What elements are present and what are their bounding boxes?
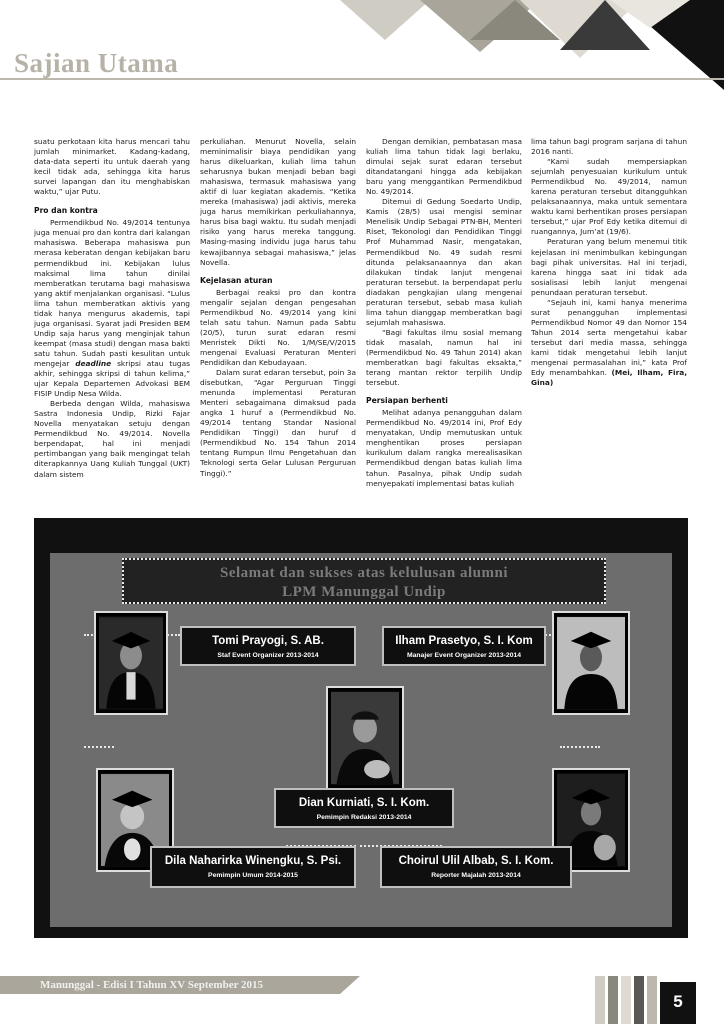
person-role: Reporter Majalah 2013-2014: [431, 872, 521, 879]
paragraph: Dalam surat edaran tersebut, poin 3a disebutkan, “Agar Perguruan Tinggi menunda implementasi Peraturan Menteri sebagaimana dimaksud pada angka 1 huruf a (Permendikbud No. 49/2014 tentang Standar Nasional Pendidikan Tinggi) dan huruf d (Permendikbud No. 154 Tahun 2014 tentang Rumpun Ilmu Pengetahuan dan Teknologi serta Gelar Lulusan Perguruan Tinggi).”: [200, 368, 356, 478]
page-number: 5: [673, 992, 683, 1011]
photo-ilham-prasetyo: [554, 613, 628, 713]
article-column-2: [200, 137, 356, 479]
banner-line-1: Selamat dan sukses atas kelulusan alumni: [220, 565, 508, 581]
person-role: Manajer Event Organizer 2013-2014: [406, 652, 522, 659]
name-card-ilham-prasetyo: [382, 626, 546, 666]
paragraph: [531, 298, 687, 388]
photo-tomi-prayogi: [96, 613, 166, 713]
section-title: Sajian Utama: [14, 48, 179, 78]
paragraph: Ditemui di Gedung Soedarto Undip, Kamis (28/5) usai mengisi seminar Menelisik Undip Sebagai PTN-BH, Menteri Riset, Tekonologi dan Pendidikan Tinggi Prof Muhammad Nasir, mengatakan, Permendikbud No. 49 sudah resmi ditunda pelaksanaannya dan akan dilakukan tindak lanjut mengenai peraturan tersebut. Ia berpendapat perlu diadakan pengkajian ulang mengenai peraturan tersebut, sebab masa kuliah lima tahun dianggap memberatkan bagi sejumlah mahasiswa.: [366, 197, 522, 327]
paragraph: Peraturan yang belum menemui titik kejelasan ini menimbulkan kebingungan bagi pihak universitas. Hal ini terjadi, karena hingga saat ini tidak ada sosialisasi lebih lanjut mengenai penundaan peraturan tersebut.: [531, 237, 687, 297]
connector-line: [84, 746, 114, 748]
text-emphasis: deadline: [75, 358, 112, 368]
photo-dian-kurniati: [328, 688, 402, 788]
graduate-portrait-icon: [557, 616, 625, 710]
name-card-dila-naharirka: [150, 846, 356, 888]
graduate-portrait-icon: [99, 616, 163, 710]
paragraph: Berbeda dengan Wilda, mahasiswa Sastra Indonesia Undip, Rizki Fajar Novella menyatakan setuju dengan Permendikbud No. 49/2014. Novella berpendapat, hal ini menjadi pertimbangan yang baik mengingat telah diterapkannya Uang Kuliah Tunggal (UKT) dalam sistem: [34, 399, 190, 479]
title-rule: [0, 78, 724, 80]
text: skripsi atau tugas akhir, sehingga skripsi di tahun kelima,” ujar Kepala Departemen Advokasi BEM FISIP Undip Nesa Wilda.: [34, 358, 190, 399]
graduate-portrait-icon: [331, 691, 399, 785]
person-name: Dila Naharirka Winengku, S. Psi.: [164, 855, 342, 867]
paragraph: suatu perkotaan kita harus mencari tahu jumlah minimarket. Kadang-kadang, data-data seperti itu untuk daerah yang kecil tidak ada, sehingga kita harus survei lapangan dan itu menghabiskan waktu,” ujar Putu.: [34, 137, 190, 197]
paragraph: Dengan demikian, pembatasan masa kuliah lima tahun tidak lagi berlaku, dimulai sejak surat edaran tersebut ditandatangani hingga ada kebijakan baru yang menggantikan Permendikbud No. 49/2014.: [366, 137, 522, 197]
person-name: Dian Kurniati, S. I. Kom.: [298, 797, 430, 809]
paragraph: [34, 218, 190, 399]
name-card-dian-kurniati: [274, 788, 454, 828]
person-role: Pemimpin Redaksi 2013-2014: [316, 814, 412, 821]
person-name: Choirul Ulil Albab, S. I. Kom.: [398, 855, 554, 867]
name-card-tomi-prayogi: [180, 626, 356, 666]
subheading-pro-kontra: Pro dan kontra: [34, 206, 98, 216]
person-role: Staf Event Organizer 2013-2014: [217, 652, 319, 659]
name-card-choirul-ulil-albab: [380, 846, 572, 888]
article-column-3: [366, 137, 522, 489]
banner-line-2: LPM Manunggal Undip: [282, 584, 446, 600]
footer-issue-text: Manunggal - Edisi I Tahun XV September 2015: [40, 979, 264, 991]
paragraph: lima tahun bagi program sarjana di tahun 2016 nanti.: [531, 137, 687, 157]
subheading-kejelasan-aturan: Kejelasan aturan: [200, 275, 273, 285]
person-role: Pemimpin Umum 2014-2015: [208, 872, 298, 879]
paragraph: Melihat adanya penangguhan dalam Permendikbud No. 49/2014 ini, Prof Edy menyatakan, Undip memutuskan untuk menghentikan proses persiapan kurikulum dalam rangka merealisasikan Permendikbud dengan batas kuliah lima tahun. Pasalnya, pihak Undip sudah menyepakati implementasi batas kuliah: [366, 408, 522, 488]
paragraph: perkuliahan. Menurut Novella, selain meminimalisir biaya pendidikan yang harus dikeluarkan, kuliah lima tahun seharusnya bukan menjadi beban bagi mahasiswa, termasuk mahasiswa yang aktif di luar kegiatan akademis. “Ketika mereka (mahasiswa) jadi aktivis, mereka juga harus memikirkan perkuliahannya, harus bisa bagi waktu. Itu sudah menjadi risiko yang harus mereka tanggung. Masing-masing individu juga harus tahu kewajibannya sebagai mahasiswa,” jelas Novella.: [200, 137, 356, 267]
deco-triangle-1: [340, 0, 430, 40]
text: Permendikbud No. 49/2014 tentunya juga menuai pro dan kontra dari kalangan mahasiswa. Beberapa mahasiswa pun merasa keberatan dengan kebijakan baru permendikbud ini. Kebijakan lulus maksimal lima tahun dinilai memberatkan terutama bagi mahasiswa yang aktif menjalankan organisasi. “Lulus lima tahun memberatkan aktivis yang tidak hanya mengurus akademis, tapi juga organisasi. Syarat jadi Presiden BEM Undip saja harus yang menginjak tahun keempat (masa studi) dengan masa bakti satu tahun. Sudah pasti kesulitan untuk mengejar: [34, 218, 190, 368]
article-column-1: [34, 137, 190, 480]
byline: (Mei, Ilham, Fira, Gina): [531, 368, 688, 388]
person-name: Ilham Prasetyo, S. I. Kom: [395, 635, 533, 647]
subheading-persiapan-berhenti: Persiapan berhenti: [366, 396, 448, 406]
paragraph: Berbagai reaksi pro dan kontra mengalir sejalan dengan pengesahan Permendikbud No. 49/2014 yang kini telah satu tahun. Namun pada Sabtu (20/5), turun surat edaran resmi Menristek Dikti No. 1/M/SE/V/2015 mengenai Evaluasi Peraturan Menteri Pendidikan dan Kebudayaan.: [200, 287, 356, 367]
person-name: Tomi Prayogi, S. AB.: [212, 635, 324, 647]
congratulation-banner: [122, 558, 606, 604]
paragraph: “Kami sudah mempersiapkan sejumlah penyesuaian kurikulum untuk Permendikbud No. 49/2014, namun karena peraturan tersebut ditangguhkan pelaksanaannya, maka untuk sementara waktu kami berhentikan proses persiapan tersebut,” ujar Prof Edy ketika ditemui di ruangannya, Jum’at (19/6).: [531, 157, 687, 237]
paragraph: “Bagi fakultas ilmu sosial memang tidak masalah, namun hal ini (Permendikbud No. 49 Tahun 2014) akan memberatkan bagi fakultas eksakta,” terang mantan rektor terpilih Undip tersebut.: [366, 327, 522, 388]
text: “Sejauh ini, kami hanya menerima surat penangguhan implementasi Permendikbud Nomor 49 dan Nomor 154 Tahun 2014 serta mengetahui kabar tersebut dari media massa, sehingga kami tidak mengetahui lebih lanjut mengenai permasalahan ini,” kata Prof Edy menambahkan.: [531, 297, 687, 378]
connector-line: [560, 746, 600, 748]
article-column-4: [531, 137, 687, 388]
